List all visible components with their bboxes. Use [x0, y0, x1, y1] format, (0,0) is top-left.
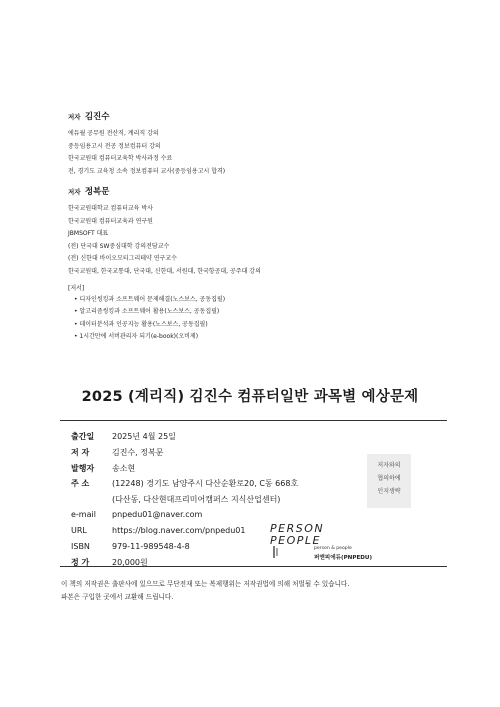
email-label: e-mail	[71, 509, 96, 519]
author-2-bio-line: (전) 신한대 바이오모티그리테약 연구교수	[68, 255, 177, 262]
exchange-line: 파본은 구입한 곳에서 교환해 드립니다.	[61, 592, 174, 601]
author-profile-1	[68, 110, 448, 178]
works-item: • 디자인씽킹과 소프트웨어 문제해결(노스보스, 공동집필)	[74, 294, 448, 306]
author-1-bio-line: 한국교원대 컴퓨터교육학 박사과정 수료	[68, 155, 173, 162]
author-1-bio-line: 중등임용고시 전공 정보컴퓨터 강의	[68, 142, 161, 150]
stamp-line: 저자와의	[377, 462, 401, 469]
email-value: pnpedu01@naver.com	[112, 509, 203, 519]
logo-caption-korean: 퍼앤피에듀(PNPEDU)	[314, 555, 373, 561]
price-value: 20,000원	[112, 558, 148, 568]
url-label: URL	[71, 525, 87, 535]
author-profile-2	[68, 185, 448, 343]
address-line-1: (12248) 경기도 남양주시 다산순환로20, C동 668호	[112, 479, 299, 489]
logo-caption-english: person & people	[314, 546, 352, 551]
price-label: 정 가	[71, 558, 90, 568]
author-2-bio-line: 한국교원대학교 컴퓨터교육 박사	[68, 205, 153, 212]
isbn-label: ISBN	[71, 541, 90, 551]
colophon-bottom-rule	[60, 566, 447, 567]
author-1-bio-line: 에듀윌 공무원 전산직, 계리직 강의	[68, 130, 159, 137]
author-2-bio-line: 한국교원대 컴퓨터교육과 연구원	[68, 217, 153, 225]
copyright-line: 이 책의 저작권은 출판사에 있으므로 무단전재 또는 복제행위는 저작권법에 의해 처벌될 수 있습니다.	[61, 580, 350, 588]
url-value: https://blog.naver.com/pnpedu01	[112, 525, 246, 535]
seal-omitted-stamp	[367, 454, 411, 508]
pubdate-value: 2025년 4월 25일	[112, 432, 176, 441]
copyright-notice	[61, 578, 461, 603]
author-2-works	[68, 283, 448, 343]
author-2-bio-line: (전) 단국대 SW중심대학 강의전담교수	[68, 242, 170, 250]
author-1-label: 저자	[68, 113, 81, 121]
author-2-name: 정복문	[84, 187, 110, 197]
stamp-line: 협의하에	[377, 475, 401, 482]
author-2-bio-line: JBMSOFT 대표	[68, 230, 109, 237]
author-2-heading	[68, 185, 448, 197]
works-title: [저서]	[68, 285, 85, 292]
address-line-2: (다산동, 다산현대프리미어캠퍼스 지식산업센터)	[112, 495, 281, 505]
person-people-wordmark-logo	[268, 520, 325, 560]
book-title: 2025 (계리직) 김진수 컴퓨터일반 과목별 예상문제	[81, 389, 419, 405]
works-item: • 알고리즘씽킹과 소프트웨어 활용(노스보스, 공동집필)	[74, 306, 448, 318]
works-item: • 1시간만에 서버관리자 되기(e-book)(오비제)	[74, 331, 448, 343]
publisher-logo	[268, 520, 378, 560]
publisher-label: 발행자	[71, 463, 95, 473]
stamp-line: 인지생략	[377, 488, 401, 495]
publisher-value: 송소현	[112, 463, 136, 473]
authors-label: 저 자	[71, 447, 90, 457]
isbn-value: 979-11-989548-4-8	[112, 541, 190, 551]
address-label: 주 소	[71, 479, 90, 489]
authors-value: 김진수, 정복문	[112, 447, 164, 457]
wordmark-line-1: PERSON	[270, 522, 325, 535]
colophon-top-rule	[60, 420, 447, 421]
author-2-bio-line: 한국교원대, 한국교통대, 단국대, 신한대, 서원대, 한국항공대, 공주대 강의	[68, 267, 261, 275]
author-1-bio-line: 전, 경기도 교육청 소속 정보컴퓨터 교사(중등임용고시 합격)	[68, 167, 226, 175]
author-2-label: 저자	[68, 188, 81, 196]
pubdate-label: 출간일	[71, 432, 95, 441]
wordmark-line-2: PEOPLE	[270, 534, 321, 547]
works-item: • 데이터분석과 인공지능 활용(노스보스, 공동집필)	[74, 319, 448, 331]
author-1-name: 김진수	[84, 112, 110, 122]
author-1-heading	[68, 110, 448, 122]
